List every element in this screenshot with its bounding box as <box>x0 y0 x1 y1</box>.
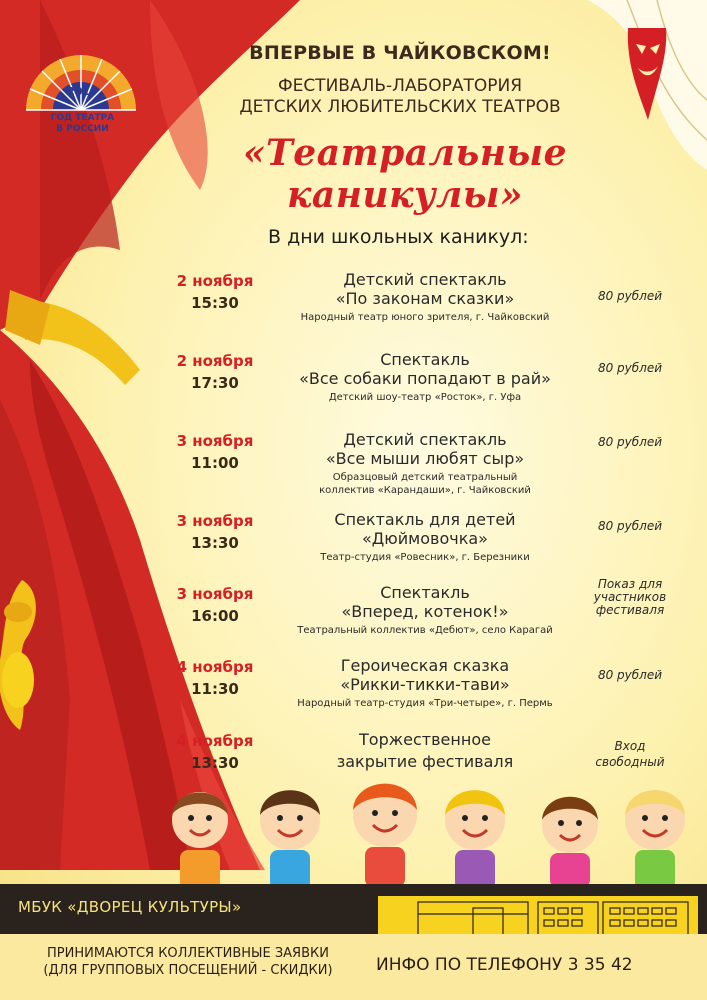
event-date <box>150 730 280 774</box>
event-type: Торжественное <box>359 730 491 749</box>
schedule-intro: В дни школьных каникул: <box>268 226 529 248</box>
event-info <box>270 270 580 324</box>
event-title: «Рикки-тикки-тави» <box>340 675 510 694</box>
subtitle-line2: ДЕТСКИХ ЛЮБИТЕЛЬСКИХ ТЕАТРОВ <box>239 97 561 117</box>
event-price-line3: фестиваля <box>595 603 665 617</box>
event-price: 80 рублей <box>597 361 663 375</box>
event-info <box>270 730 580 771</box>
event-date <box>150 270 280 314</box>
logo-caption-line2: В РОССИИ <box>56 124 109 134</box>
festival-title: «Театральные каникулы» <box>243 132 567 216</box>
cartoon-kids-illustration <box>170 780 690 884</box>
event-company: Театральный коллектив «Дебют», село Карагай <box>297 625 553 636</box>
event-company: Народный театр-студия «Три-четыре», г. Пермь <box>297 698 553 709</box>
event-time: 13:30 <box>191 534 239 552</box>
festival-subtitle <box>190 76 610 118</box>
event-time: 11:00 <box>191 454 239 472</box>
event-price <box>580 738 680 770</box>
group-requests-line2: (ДЛЯ ГРУППОВЫХ ПОСЕЩЕНИЙ - СКИДКИ) <box>43 963 333 978</box>
event-time: 16:00 <box>191 607 239 625</box>
event-title: «Все мыши любят сыр» <box>325 449 525 468</box>
event-type: Спектакль <box>380 350 470 369</box>
event-date <box>150 510 280 554</box>
event-date <box>150 430 280 474</box>
event-title: закрытие фестиваля <box>336 752 514 771</box>
event-price-line1: Вход <box>614 739 646 753</box>
event-title: «По законам сказки» <box>335 289 515 308</box>
event-time: 13:30 <box>191 754 239 772</box>
event-title: «Дюймовочка» <box>362 529 488 548</box>
event-type: Детский спектакль <box>343 430 507 449</box>
event-title: «Вперед, котенок!» <box>341 602 509 621</box>
event-info <box>270 430 580 497</box>
event-info <box>270 510 580 564</box>
event-company: Детский шоу-театр «Росток», г. Уфа <box>328 392 522 403</box>
event-day: 3 ноября <box>176 432 254 450</box>
event-price-line1: Показ для <box>597 577 663 591</box>
event-day: 4 ноября <box>176 732 254 750</box>
palace-building-icon <box>378 888 698 940</box>
event-day: 2 ноября <box>176 272 254 290</box>
event-time: 11:30 <box>191 680 239 698</box>
theatre-mask-icon <box>618 26 676 122</box>
event-date <box>150 583 280 627</box>
group-requests-line1: ПРИНИМАЮТСЯ КОЛЛЕКТИВНЫЕ ЗАЯВКИ <box>47 946 329 961</box>
event-day: 2 ноября <box>176 352 254 370</box>
event-info <box>270 583 580 637</box>
event-price: 80 рублей <box>597 668 663 682</box>
event-price-line2: свободный <box>595 755 665 769</box>
event-price: 80 рублей <box>597 519 663 533</box>
subtitle-line1: ФЕСТИВАЛЬ-ЛАБОРАТОРИЯ <box>277 76 523 96</box>
event-price: 80 рублей <box>597 289 663 303</box>
event-type: Спектакль для детей <box>334 510 516 529</box>
event-price-line2: участников <box>593 590 667 604</box>
organizer-name: МБУК «ДВОРЕЦ КУЛЬТУРЫ» <box>18 898 242 916</box>
event-time: 17:30 <box>191 374 239 392</box>
logo-caption-line1: ГОД ТЕАТРА <box>50 113 115 123</box>
logo-year: 2019 <box>67 85 98 98</box>
event-company-line1: Образцовый детский театральный <box>332 472 518 483</box>
event-type: Героическая сказка <box>340 656 510 675</box>
event-price <box>580 578 680 617</box>
event-date <box>150 350 280 394</box>
event-price: 80 рублей <box>597 435 663 449</box>
event-type: Детский спектакль <box>343 270 507 289</box>
info-phone: ИНФО ПО ТЕЛЕФОНУ 3 35 42 <box>376 955 633 975</box>
headline-first-time: ВПЕРВЫЕ В ЧАЙКОВСКОМ! <box>249 42 551 64</box>
event-time: 15:30 <box>191 294 239 312</box>
event-day: 3 ноября <box>176 585 254 603</box>
event-company-line2: коллектив «Карандаши», г. Чайковский <box>319 485 531 496</box>
group-requests-note <box>8 945 368 979</box>
event-title: «Все собаки попадают в рай» <box>299 369 551 388</box>
event-info <box>270 350 580 404</box>
event-info <box>270 656 580 710</box>
event-date <box>150 656 280 700</box>
event-type: Спектакль <box>380 583 470 602</box>
event-company: Народный театр юного зрителя, г. Чайковский <box>300 312 550 323</box>
event-company: Театр-студия «Ровесник», г. Березники <box>320 552 530 563</box>
event-day: 4 ноября <box>176 658 254 676</box>
event-day: 3 ноября <box>176 512 254 530</box>
